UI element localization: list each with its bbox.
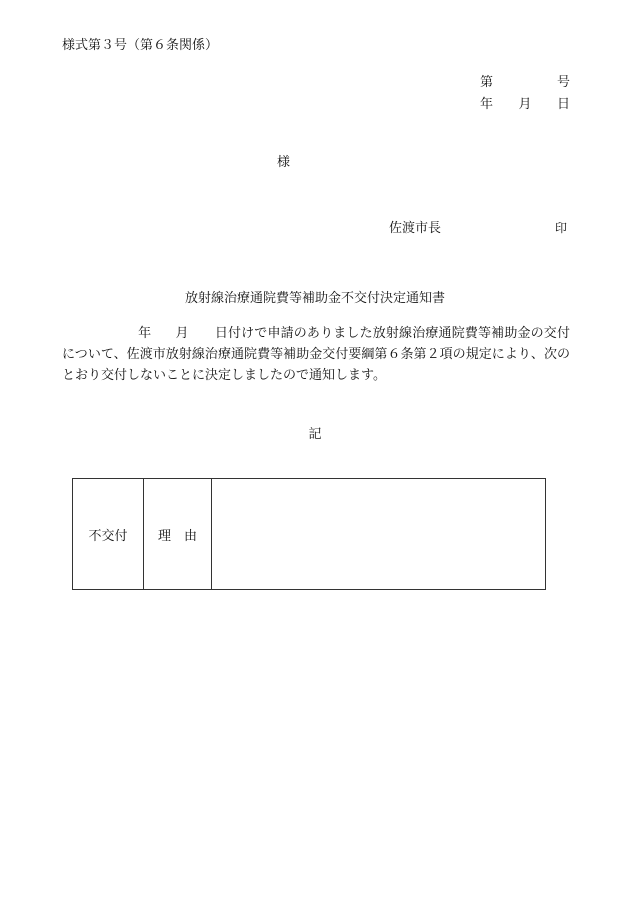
table-row xyxy=(73,479,546,590)
ki-heading: 記 xyxy=(308,427,322,442)
issuer-name: 佐渡市長 xyxy=(389,221,442,236)
table-cell-reason-value xyxy=(212,479,546,590)
body-paragraph xyxy=(62,323,570,386)
reference-number xyxy=(480,71,570,90)
issue-date-year: 年 xyxy=(480,97,494,112)
table-cell-non-grant: 不交付 xyxy=(73,479,144,590)
seal-mark: 印 xyxy=(555,221,568,235)
body-year: 年 xyxy=(138,326,152,341)
body-month: 月 xyxy=(175,326,189,341)
detail-table xyxy=(72,478,546,590)
issue-date-day: 日 xyxy=(556,97,570,112)
form-number: 様式第３号（第６条関係） xyxy=(62,38,219,53)
addressee-honorific: 様 xyxy=(277,155,291,170)
reference-number-prefix: 第 xyxy=(480,75,494,90)
reference-number-suffix: 号 xyxy=(556,75,570,90)
table-cell-reason-label: 理 由 xyxy=(144,479,212,590)
issue-date-month: 月 xyxy=(518,97,532,112)
body-text: 日付けで申請のありました放射線治療通院費等補助金の交付について、佐渡市放射線治療通院費等補助金交付要綱第６条第２項の規定により、次のとおり交付しないことに決定しましたので通知します。 xyxy=(62,326,570,383)
issue-date xyxy=(480,93,570,112)
document-title: 放射線治療通院費等補助金不交付決定通知書 xyxy=(184,291,445,306)
